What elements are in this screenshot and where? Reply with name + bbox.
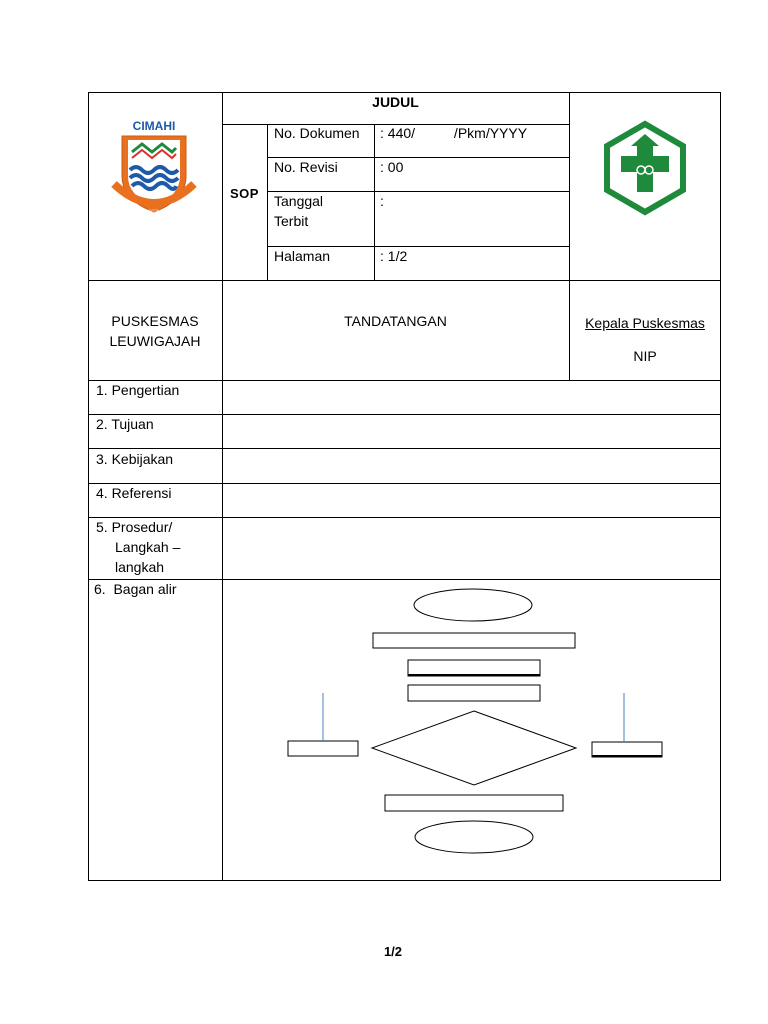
section-procedure-line3: langkah — [115, 559, 165, 575]
section-reference: 4. Referensi — [96, 485, 172, 501]
signature-placeholder: TANDATANGAN — [344, 313, 447, 329]
cimahi-logo-text: CIMAHI — [132, 119, 176, 133]
issue-date-value: : — [380, 193, 384, 209]
head-of-puskesmas-title: Kepala Puskesmas — [585, 315, 705, 331]
flow-process-1 — [373, 633, 575, 648]
revision-value: : 00 — [380, 159, 404, 175]
section-procedure-line1: 5. Prosedur/ — [96, 519, 173, 535]
section-flowchart: 6. Bagan alir — [94, 581, 177, 597]
flow-start-terminator — [414, 589, 532, 621]
revision-label: No. Revisi — [274, 159, 338, 175]
page-value: : 1/2 — [380, 248, 408, 264]
page-label: Halaman — [274, 248, 331, 264]
flow-side-box-left — [288, 741, 358, 756]
flow-process-4 — [385, 795, 563, 811]
section-definition: 1. Pengertian — [96, 382, 180, 398]
puskesmas-name-line1: PUSKESMAS — [111, 313, 199, 329]
section-policy: 3. Kebijakan — [96, 451, 174, 467]
flow-process-2 — [408, 660, 540, 676]
flow-side-box-right — [592, 742, 662, 757]
issue-date-label-line2: Terbit — [274, 213, 309, 229]
flow-decision — [372, 711, 576, 785]
head-nip: NIP — [633, 348, 657, 364]
cimahi-logo-motto: SAJATI SAJAMIANTON JATI SAMANDA — [125, 209, 183, 213]
doc-number-value: : 440/ /Pkm/YYYY — [380, 125, 528, 141]
document-title: JUDUL — [372, 94, 419, 110]
doc-number-label: No. Dokumen — [274, 125, 360, 141]
sop-label: SOP — [230, 186, 259, 201]
issue-date-label-line1: Tanggal — [274, 193, 324, 209]
section-procedure-line2: Langkah – — [115, 539, 181, 555]
flow-end-terminator — [415, 821, 533, 853]
puskesmas-name-line2: LEUWIGAJAH — [109, 333, 201, 349]
section-purpose: 2. Tujuan — [96, 416, 154, 432]
flow-process-3 — [408, 685, 540, 701]
page-number: 1/2 — [383, 944, 403, 959]
